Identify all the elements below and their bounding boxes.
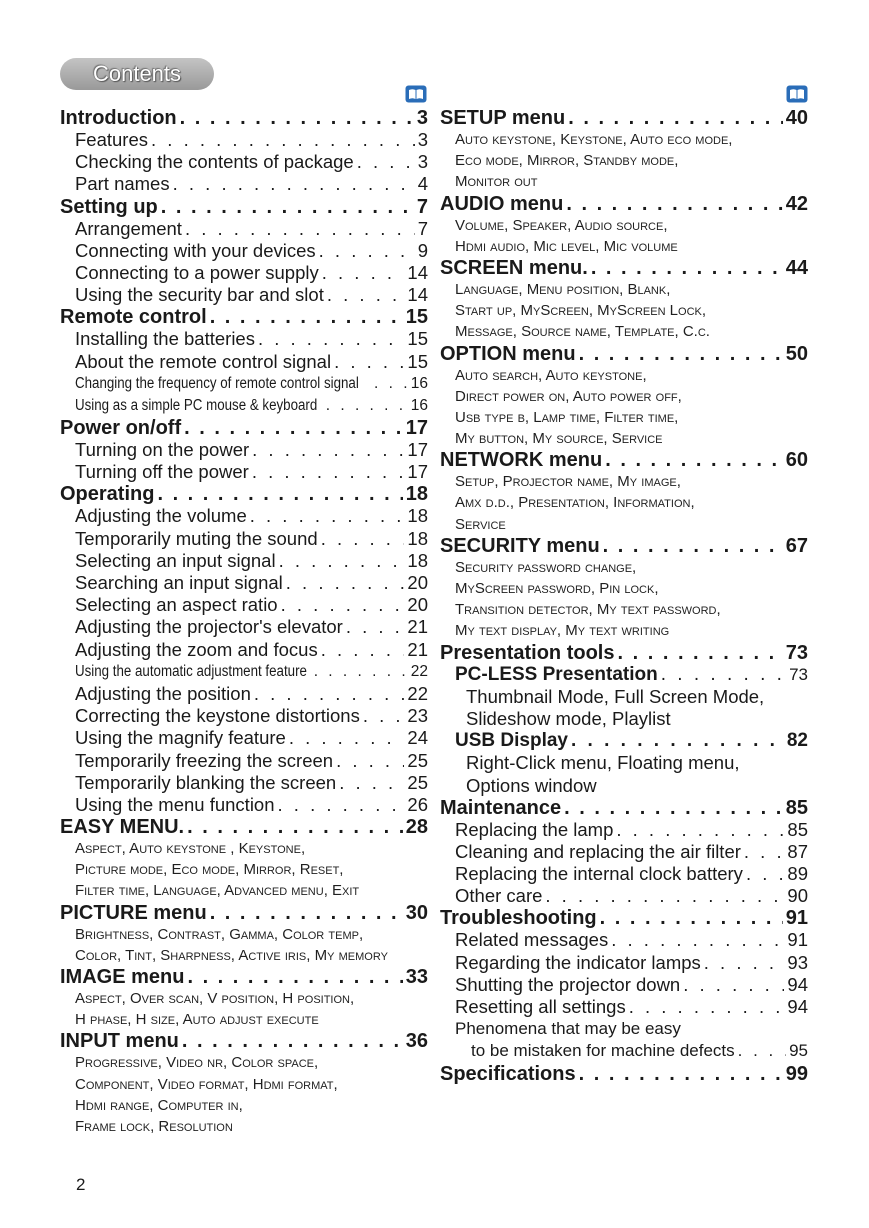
toc-section-entry[interactable] (60, 483, 428, 505)
menu-item-list: Color, Tint, Sharpness, Active iris, My memory (75, 946, 388, 964)
dot-leader (336, 750, 404, 772)
toc-entry-title: Arrangement (75, 217, 182, 239)
menu-item-list: Progressive, Video nr, Color space, (75, 1054, 319, 1072)
toc-page-number: 82 (786, 730, 808, 752)
toc-entry-title: Regarding the indicator lamps (455, 951, 701, 973)
menu-item-list: Hdmi range, Computer in, (75, 1096, 243, 1114)
toc-page-number: 91 (785, 907, 808, 930)
toc-page-number: 7 (417, 217, 428, 239)
dot-leader (326, 395, 408, 417)
dot-leader (334, 351, 404, 373)
toc-section-entry[interactable] (440, 797, 808, 819)
toc-entry[interactable] (60, 572, 428, 594)
dot-leader (605, 449, 783, 471)
toc-page-number: 87 (787, 840, 808, 862)
toc-entry-title: Shutting the projector down (455, 973, 681, 995)
toc-entry[interactable] (60, 550, 428, 572)
toc-entry[interactable] (60, 151, 428, 173)
toc-entry-title: Cleaning and replacing the air filter (455, 840, 741, 862)
toc-page-number: 14 (407, 284, 428, 306)
toc-page-number: 20 (407, 572, 428, 593)
toc-entry[interactable] (60, 705, 428, 727)
toc-entry[interactable] (60, 262, 428, 284)
menu-item-list: Eco mode, Mirror, Standby mode, (455, 152, 679, 170)
menu-item-list: MyScreen password, Pin lock, (455, 580, 659, 597)
toc-entry[interactable] (60, 639, 428, 661)
toc-page-number: 15 (405, 306, 428, 329)
toc-entry-title: Introduction (60, 107, 177, 129)
toc-entry-title: Part names (75, 173, 170, 195)
dot-leader (704, 952, 785, 974)
toc-entry-title: Resetting all settings (455, 996, 626, 1017)
menu-item-list: Volume, Speaker, Audio source, (455, 216, 668, 234)
toc-entry[interactable] (60, 461, 428, 483)
dot-leader (157, 483, 402, 505)
toc-entry-title: Related messages (455, 929, 609, 951)
dot-leader (184, 417, 403, 439)
toc-page-number: 22 (407, 682, 428, 704)
dot-leader (629, 996, 785, 1018)
toc-description: Phenomena that may be easy (455, 1019, 681, 1039)
dot-leader (746, 863, 784, 885)
toc-entry-title: NETWORK menu (440, 449, 603, 472)
menu-item-list: Component, Video format, Hdmi format, (75, 1075, 338, 1093)
toc-entry-title: IMAGE menu (60, 966, 185, 988)
toc-entry-title: Features (75, 129, 149, 150)
menu-item-list: Picture mode, Eco mode, Mirror, Reset, (75, 861, 344, 879)
menu-item-list: Auto keystone, Keystone, Auto eco mode, (455, 131, 733, 148)
toc-entry-title: Temporarily freezing the screen (75, 749, 334, 771)
dot-leader (603, 535, 783, 557)
toc-entry[interactable] (60, 683, 428, 705)
dot-leader (173, 173, 415, 195)
toc-section-entry[interactable] (440, 257, 808, 279)
toc-description: Right-Click menu, Floating menu, (466, 752, 740, 774)
toc-page-number: 89 (787, 863, 808, 885)
toc-entry[interactable] (440, 1040, 808, 1062)
toc-page-number: 18 (405, 483, 428, 506)
dot-leader (210, 306, 403, 328)
toc-entry-title: SCREEN menu. (440, 256, 588, 279)
toc-entry[interactable] (60, 373, 428, 395)
dot-leader (683, 974, 784, 996)
toc-entry-title: Changing the frequency of remote control signal (75, 374, 359, 392)
toc-entry-title: Temporarily blanking the screen (75, 771, 337, 793)
toc-entry-title: Replacing the lamp (455, 818, 614, 840)
toc-page-number: 25 (407, 771, 428, 793)
toc-entry[interactable] (60, 351, 428, 373)
dot-leader (279, 550, 405, 572)
toc-page-number: 94 (787, 973, 808, 995)
toc-page-number: 18 (407, 527, 428, 549)
toc-entry-title: Adjusting the zoom and focus (75, 638, 318, 660)
toc-section-entry[interactable] (60, 816, 428, 838)
toc-entry-title: Installing the batteries (75, 328, 255, 350)
dot-leader (568, 107, 783, 129)
toc-page-number: 15 (407, 328, 428, 350)
toc-entry-title: Turning off the power (75, 461, 249, 483)
toc-section-entry[interactable] (440, 343, 808, 365)
dot-leader (252, 461, 405, 483)
toc-entry[interactable] (440, 996, 808, 1018)
toc-page-number: 40 (785, 107, 808, 129)
toc-entry[interactable] (60, 661, 428, 683)
dot-leader (187, 816, 403, 838)
toc-page-number: 85 (785, 796, 808, 819)
toc-entry-title: Connecting to a power supply (75, 261, 319, 283)
menu-item-list: Auto search, Auto keystone, (455, 366, 647, 384)
dot-leader (319, 240, 415, 262)
dot-leader (363, 705, 405, 727)
toc-page-number: 73 (785, 641, 808, 664)
toc-entry[interactable] (60, 528, 428, 550)
toc-page-number: 42 (785, 192, 808, 215)
dot-leader (564, 797, 783, 819)
toc-section-entry[interactable] (60, 107, 428, 129)
toc-section-entry[interactable] (60, 1030, 428, 1052)
menu-item-list: My button, My source, Service (455, 430, 663, 448)
toc-page-number: 17 (405, 417, 428, 440)
toc-entry-title: Turning on the power (75, 439, 250, 461)
toc-page-number: 15 (407, 350, 428, 372)
toc-page-number: 73 (789, 664, 808, 684)
toc-left-column (60, 107, 428, 1137)
toc-section-entry[interactable] (440, 1063, 808, 1085)
dot-leader (161, 196, 414, 218)
toc-page-number: 91 (787, 929, 808, 951)
toc-entry[interactable] (60, 750, 428, 772)
toc-page-number: 3 (417, 129, 428, 150)
dot-leader (322, 262, 405, 284)
toc-page-number: 85 (787, 818, 808, 840)
toc-entry[interactable] (60, 772, 428, 794)
menu-item-list: Transition detector, My text password, (455, 601, 721, 619)
toc-page-number: 20 (407, 594, 428, 616)
menu-item-list: My text display, My text writing (455, 622, 670, 640)
menu-item-list: Message, Source name, Template, C.c. (455, 323, 710, 341)
menu-item-list: Setup, Projector name, My image, (455, 473, 681, 491)
toc-entry[interactable] (60, 284, 428, 306)
toc-entry-title: OPTION menu (440, 342, 576, 365)
toc-section-entry[interactable] (60, 417, 428, 439)
menu-item-list: Frame lock, Resolution (75, 1117, 233, 1135)
toc-page-number: 33 (405, 966, 428, 988)
toc-entry[interactable] (60, 439, 428, 461)
menu-item-list: Usb type b, Lamp time, Filter time, (455, 408, 679, 426)
toc-page-number: 24 (407, 727, 428, 749)
dot-leader (661, 664, 786, 686)
menu-item-list: H phase, H size, Auto adjust execute (75, 1011, 319, 1029)
toc-entry-title: AUDIO menu (440, 192, 564, 215)
toc-entry[interactable] (440, 863, 808, 885)
dot-leader (339, 772, 404, 794)
toc-section-entry[interactable] (440, 907, 808, 929)
toc-entry-title: Adjusting the projector's elevator (75, 616, 343, 638)
toc-entry-title: SECURITY menu (440, 534, 600, 557)
dot-leader (591, 257, 783, 279)
toc-page-number: 36 (405, 1030, 428, 1053)
dot-leader (566, 193, 782, 215)
toc-description: Options window (466, 774, 597, 796)
toc-page-number: 3 (417, 151, 428, 173)
toc-entry-title: Using the menu function (75, 793, 275, 815)
toc-description: Thumbnail Mode, Full Screen Mode, (466, 685, 765, 707)
toc-page-number: 93 (787, 951, 808, 973)
toc-page-number: 18 (407, 505, 428, 527)
dot-leader (611, 929, 784, 951)
toc-right-column (440, 107, 808, 1085)
toc-page-number: 17 (407, 439, 428, 461)
toc-entry[interactable] (60, 129, 428, 151)
dot-leader (289, 727, 405, 749)
toc-entry-title: Setting up (60, 195, 158, 218)
toc-section-entry[interactable] (440, 449, 808, 471)
menu-item-list: Monitor out (455, 173, 538, 191)
menu-item-list: Security password change, (455, 558, 637, 576)
toc-entry-title: to be mistaken for machine defects (471, 1041, 735, 1061)
dot-leader (185, 218, 415, 240)
toc-entry-title: Power on/off (60, 417, 182, 440)
dot-leader (151, 129, 415, 151)
toc-entry-title: Checking the contents of package (75, 151, 354, 173)
dot-leader (254, 683, 405, 705)
toc-entry-title: PICTURE menu (60, 901, 207, 924)
dot-leader (210, 902, 403, 924)
toc-page-number: 22 (410, 662, 428, 680)
dot-leader (327, 284, 405, 306)
contents-badge: Contents (60, 58, 214, 90)
dot-leader (252, 439, 404, 461)
toc-page-number: 3 (416, 107, 428, 129)
dot-leader (579, 1063, 783, 1085)
toc-section-entry[interactable] (60, 306, 428, 328)
dot-leader (278, 794, 405, 816)
toc-page-number: 21 (407, 616, 428, 638)
toc-entry[interactable] (60, 794, 428, 816)
dot-leader (545, 885, 784, 907)
toc-page-number: 4 (417, 173, 428, 195)
dot-leader (346, 616, 405, 638)
dot-leader (357, 151, 415, 173)
toc-page-number: 9 (417, 239, 428, 261)
toc-entry[interactable] (440, 929, 808, 951)
toc-section-entry[interactable] (440, 535, 808, 557)
toc-page-number: 25 (407, 749, 428, 771)
toc-entry[interactable] (60, 616, 428, 638)
toc-entry[interactable] (440, 841, 808, 863)
toc-entry-title: Troubleshooting (440, 907, 597, 930)
dot-leader (180, 107, 414, 129)
toc-page-number: 17 (407, 461, 428, 483)
toc-entry-title: Operating (60, 483, 155, 506)
toc-entry[interactable] (60, 395, 428, 417)
toc-entry-title: USB Display (455, 730, 568, 752)
toc-entry[interactable] (440, 730, 808, 752)
toc-entry-title: Other care (455, 885, 543, 907)
toc-entry[interactable] (60, 328, 428, 350)
menu-item-list: Service (455, 515, 506, 533)
menu-item-list: Aspect, Over scan, V position, H position, (75, 990, 355, 1007)
toc-entry-title: Replacing the internal clock battery (455, 863, 743, 885)
toc-description: Slideshow mode, Playlist (466, 707, 671, 729)
toc-entry[interactable] (60, 505, 428, 527)
toc-entry-title: Adjusting the volume (75, 505, 247, 527)
dot-leader (258, 328, 404, 350)
dot-leader (374, 373, 408, 395)
toc-entry[interactable] (60, 240, 428, 262)
toc-entry[interactable] (440, 664, 808, 686)
dot-leader (321, 639, 405, 661)
toc-section-entry[interactable] (440, 193, 808, 215)
toc-entry[interactable] (60, 594, 428, 616)
toc-entry-title: INPUT menu (60, 1030, 179, 1053)
dot-leader (187, 966, 402, 988)
dot-leader (286, 572, 405, 594)
toc-page-number: 50 (785, 342, 808, 365)
toc-entry-title: Temporarily muting the sound (75, 527, 318, 549)
toc-section-entry[interactable] (440, 642, 808, 664)
toc-entry-title: EASY MENU. (60, 816, 185, 839)
dot-leader (321, 528, 405, 550)
toc-entry-title: Remote control (60, 306, 207, 329)
toc-page-number: 7 (416, 195, 428, 218)
toc-page-number: 28 (405, 816, 428, 839)
menu-item-list: Filter time, Language, Advanced menu, Exit (75, 882, 360, 900)
toc-page-number: 30 (405, 901, 428, 924)
toc-entry-title: Presentation tools (440, 641, 615, 664)
toc-page-number: 18 (407, 549, 428, 571)
toc-page-number: 67 (785, 534, 808, 557)
toc-page-number: 23 (407, 705, 428, 727)
menu-item-list: Aspect, Auto keystone , Keystone, (75, 840, 306, 858)
toc-section-entry[interactable] (60, 966, 428, 988)
toc-entry[interactable] (60, 173, 428, 195)
menu-item-list: Language, Menu position, Blank, (455, 280, 671, 298)
toc-entry[interactable] (60, 727, 428, 749)
dot-leader (617, 642, 782, 664)
page-number: 2 (76, 1175, 86, 1194)
toc-entry-title: About the remote control signal (75, 350, 332, 372)
dot-leader (616, 819, 784, 841)
book-icon (405, 85, 427, 103)
toc-section-entry[interactable] (440, 107, 808, 129)
toc-page-number: 90 (787, 885, 808, 907)
book-icon (786, 85, 808, 103)
toc-entry[interactable] (440, 952, 808, 974)
toc-entry-title: SETUP menu (440, 107, 566, 129)
toc-page-number: 16 (410, 396, 428, 414)
menu-item-list: Hdmi audio, Mic level, Mic volume (455, 237, 678, 255)
toc-entry-title: Using as a simple PC mouse & keyboard (75, 396, 318, 414)
dot-leader (579, 343, 783, 365)
menu-item-list: Brightness, Contrast, Gamma, Color temp, (75, 925, 364, 943)
menu-item-list: Amx d.d., Presentation, Information, (455, 494, 695, 512)
dot-leader (571, 730, 784, 752)
toc-entry[interactable] (440, 885, 808, 907)
toc-entry[interactable] (60, 218, 428, 240)
toc-entry-title: Adjusting the position (75, 682, 251, 704)
toc-entry-title: Selecting an input signal (75, 549, 276, 571)
toc-entry-title: Using the security bar and slot (75, 284, 324, 306)
toc-entry-title: PC-LESS Presentation (455, 663, 658, 685)
toc-page-number: 99 (785, 1062, 808, 1085)
toc-entry[interactable] (440, 819, 808, 841)
toc-entry-title: Searching an input signal (75, 572, 283, 593)
dot-leader (738, 1040, 786, 1062)
menu-item-list: Start up, MyScreen, MyScreen Lock, (455, 302, 707, 320)
toc-section-entry[interactable] (60, 196, 428, 218)
toc-entry-title: Selecting an aspect ratio (75, 594, 278, 616)
toc-page-number: 14 (407, 261, 428, 283)
toc-entry[interactable] (440, 974, 808, 996)
toc-page-number: 94 (787, 996, 808, 1017)
toc-page-number: 44 (785, 256, 808, 279)
dot-leader (314, 661, 408, 683)
toc-page-number: 60 (785, 449, 808, 472)
dot-leader (250, 505, 405, 527)
toc-page-number: 21 (407, 638, 428, 660)
dot-leader (600, 907, 783, 929)
toc-entry-title: Using the automatic adjustment feature (75, 662, 307, 680)
dot-leader (744, 841, 785, 863)
toc-entry-title: Connecting with your devices (75, 239, 316, 261)
toc-page-number: 16 (410, 374, 428, 392)
dot-leader (182, 1030, 403, 1052)
toc-entry-title: Using the magnify feature (75, 727, 286, 749)
toc-entry-title: Maintenance (440, 796, 562, 819)
dot-leader (281, 594, 405, 616)
toc-page-number: 26 (407, 793, 428, 815)
toc-entry-title: Correcting the keystone distortions (75, 705, 360, 727)
toc-entry-title: Specifications (440, 1062, 576, 1085)
menu-item-list: Direct power on, Auto power off, (455, 387, 682, 405)
toc-section-entry[interactable] (60, 902, 428, 924)
toc-page-number: 95 (789, 1041, 808, 1061)
